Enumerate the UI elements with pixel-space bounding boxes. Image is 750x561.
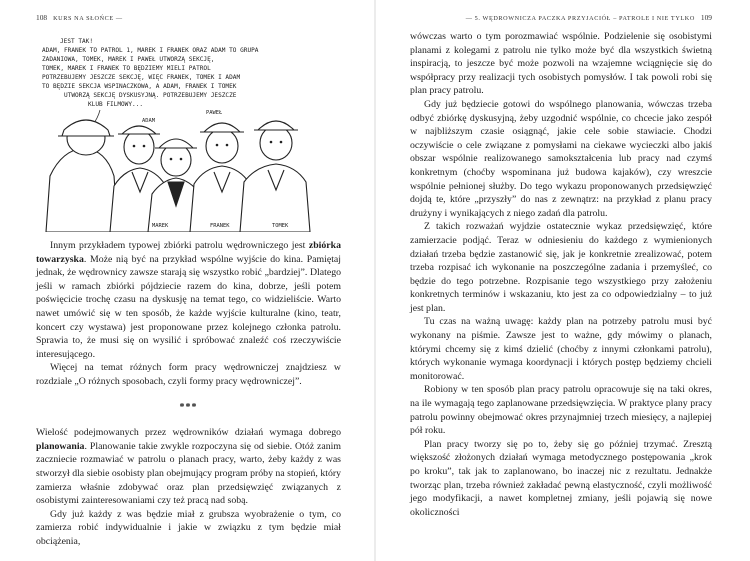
scout-adam-head [124,130,154,164]
scout-adam-hat [122,126,156,134]
scout-pawel-head [206,129,238,163]
scout-back-view [46,148,118,232]
paragraph [36,239,341,361]
paragraph [36,426,341,508]
text-run: Wielość podejmowanych przez wędrowników działań wymaga dobrego [36,427,341,439]
scouts-group [46,120,310,232]
text-run: . Planowanie takie zwykle rozpoczyna się od siebie. Otóż zanim zaczniecie rozmawiać w patrolu o planach pracy, warto, żeby każdy z was stworzył dla siebie osobisty plan obejmujący program próby na stopień, który zamierza właśnie zdobywać oraz plan przedsięwzięć związanych z osobistymi zainteresowaniami czy też pracą nad sobą. [36,440,342,507]
scout-tomek-hat [258,121,294,130]
bold-term: zbiórka towarzyska [36,240,341,265]
scout-tomek [240,164,310,232]
paragraph: Robiony w ten sposób plan pracy patrolu opracowuje się na taki okres, na ile wymagają tego zaplanowane przedsięwzięcia. W praktyce plany pracy patrolu powinny obejmować okres przynajmniej trzech miesięcy, a najlepiej pół roku. [410,384,712,437]
text-run: Innym przykładem typowej zbiórki patrolu wędrowniczego jest [50,240,309,251]
scout-marek-head [161,144,191,176]
right-running-head-title: — 5. WĘDROWNICZA PACZKA PRZYJACIÓŁ – PATROLE I NIE TYLKO [465,15,695,22]
scout-tomek-head [260,126,292,160]
speech-line: KLUB FILMOWY... [88,101,144,108]
speech-line: UTWORZĄ SEKCJĘ DYSKUSYJNĄ. POTRZEBUJEMY JESZCZE [64,92,237,99]
bold-term: planowania [36,440,85,452]
right-running-head [466,13,712,22]
paragraph: Tu czas na ważną uwagę: każdy plan na potrzeby patrolu musi być wykonany na piśmie. Zawsze jest to ważne, gdy mówimy o planach, którymi chcemy się z kimś dzielić (choćby z innymi członkami patrolu), których wykonanie wymaga koordynacji i których postęp będziemy chcieli monitorować. [410,316,712,382]
paragraph: Gdy już każdy z was będzie miał z grubsza wyobrażenie o tym, co zamierza robić indywidualnie i jakie w związku z tym będzie miał obciążenia, [36,508,341,547]
speech-line: JEST TAK! [60,38,94,45]
speech-line: ZADANIOWA, TOMEK, MAREK I PAWEŁ UTWORZĄ SEKCJĘ, [42,56,215,63]
paragraph: Gdy już będziecie gotowi do wspólnego planowania, wówczas trzeba odbyć zbiórkę dyskusyjną, żeby uzgodnić wspólnie, co chcecie jako zespół w najbliższym czasie osiągnąć, jakie cele sobie stawiacie. Chodzi oczywiście o cele związane z pomysłami na ciekawe wycieczki albo jakiś obszar wspólnie realizowanego samokształcenia lub pracy nad czymś konkretnym (choćby wspominana już budowa kajaków), czy wreszcie wspólnie pełnionej służby. Do tego wykazu proponowanych przedsięwzięć dojdą te, które „przyszły” do nas z zewnątrz: na przykład z planu pracy drużyny i wynikających z niego zadań dla patrolu. [410,98,712,219]
speech-line: TO BĘDZIE SEKCJA WSPINACZKOWA, A ADAM, FRANEK I TOMEK [42,83,237,90]
right-body-text [410,30,712,519]
right-page-number: 109 [700,13,712,22]
name-label: TOMEK [272,223,289,229]
section-separator: *** [179,401,198,413]
scout-marek-hat [159,139,193,148]
name-label: PAWEŁ [206,110,223,116]
speech-line: ADAM, FRANEK TO PATROL 1, MAREK I FRANEK ORAZ ADAM TO GRUPA [42,47,259,54]
name-label: MAREK [152,223,169,229]
paragraph: Więcej na temat różnych form pracy wędrowniczej znajdziesz w rozdziale „O różnych sposobach, czyli formy pracy wędrowniczej”. [36,362,341,387]
speech-line: POTRZEBUJEMY JESZCZE SEKCJĘ, WIĘC FRANEK, TOMEK I ADAM [42,74,241,81]
speech-line: TOMEK, MAREK I FRANEK TO BĘDZIEMY MIELI PATROL [42,65,211,72]
left-running-head-title: KURS NA SŁOŃCE — [53,15,123,22]
paragraph: Plan pracy tworzy się po to, żeby się go później trzymać. Zresztą większość złożonych działań wymaga metodycznego postępowania „krok po kroku”, tak jak to zaplanowano, bo inaczej nic z rezultatu. Jednakże tworząc plan, trzeba również zakładać pewną elastyczność, czyli możliwość jego modyfikacji, a nawet kompletnej zmiany, jeśli pojawią się nowe okoliczności [410,438,712,518]
right-page [375,0,750,561]
paragraph: wówczas warto o tym porozmawiać wspólnie. Podzielenie się osobistymi planami z kolegami z patrolu nie tylko może być dla wszystkich świetną inspiracją, to jeszcze być może pozwoli na wzajemne wciągnięcie się do współpracy przy realizacji tych osobistych pomysłów. I tak powoli robi się plan pracy patrolu. [410,31,712,97]
speech-text [42,38,259,108]
name-label: FRANEK [210,223,230,229]
left-page-number: 108 [36,13,48,22]
left-running-head [36,13,123,22]
left-body-text [36,239,341,548]
scout-back-hat [62,120,110,136]
scouts-cartoon-illustration [40,26,340,232]
scout-pawel-hat [204,123,240,132]
paragraph: Z takich rozważań wyjdzie ostatecznie wykaz przedsięwzięć, które zamierzacie podjąć. Teraz w odniesieniu do każdego z wymienionych działań trzeba będzie zastanowić się, jak je konkretnie zrealizować, potem trzeba rozpisać ich wykonanie na poszczególne zadania i przemyśleć, co będzie do tego potrzebne. Rozpisanie tego wszystkiego przy założeniu konkretnych terminów i wskazaniu, kto jest za co odpowiedzialny – to już jest plan. [410,221,712,314]
text-run: . Może nią być na przykład wspólne wyjście do kina. Pamiętaj jednak, że wędrownicy zawsze starają się wszystko robić „bardziej”. Dlatego jeśli w ramach zbiórki pójdziecie razem do kina, dobrze, jeśli potem poświęcicie trochę czasu na dyskusję na temat tego, co widzieliście. Warto nawet umówić się w ten sposób, że każde wyjście kulturalne (kino, teatr, koncert czy wystawa) jest proponowane przez kolejnego członka patrolu. Sprawia to, że musi się on wysilić i spróbować znaleźć coś rzeczywiście interesującego. [36,253,341,360]
name-label: ADAM [142,118,155,124]
